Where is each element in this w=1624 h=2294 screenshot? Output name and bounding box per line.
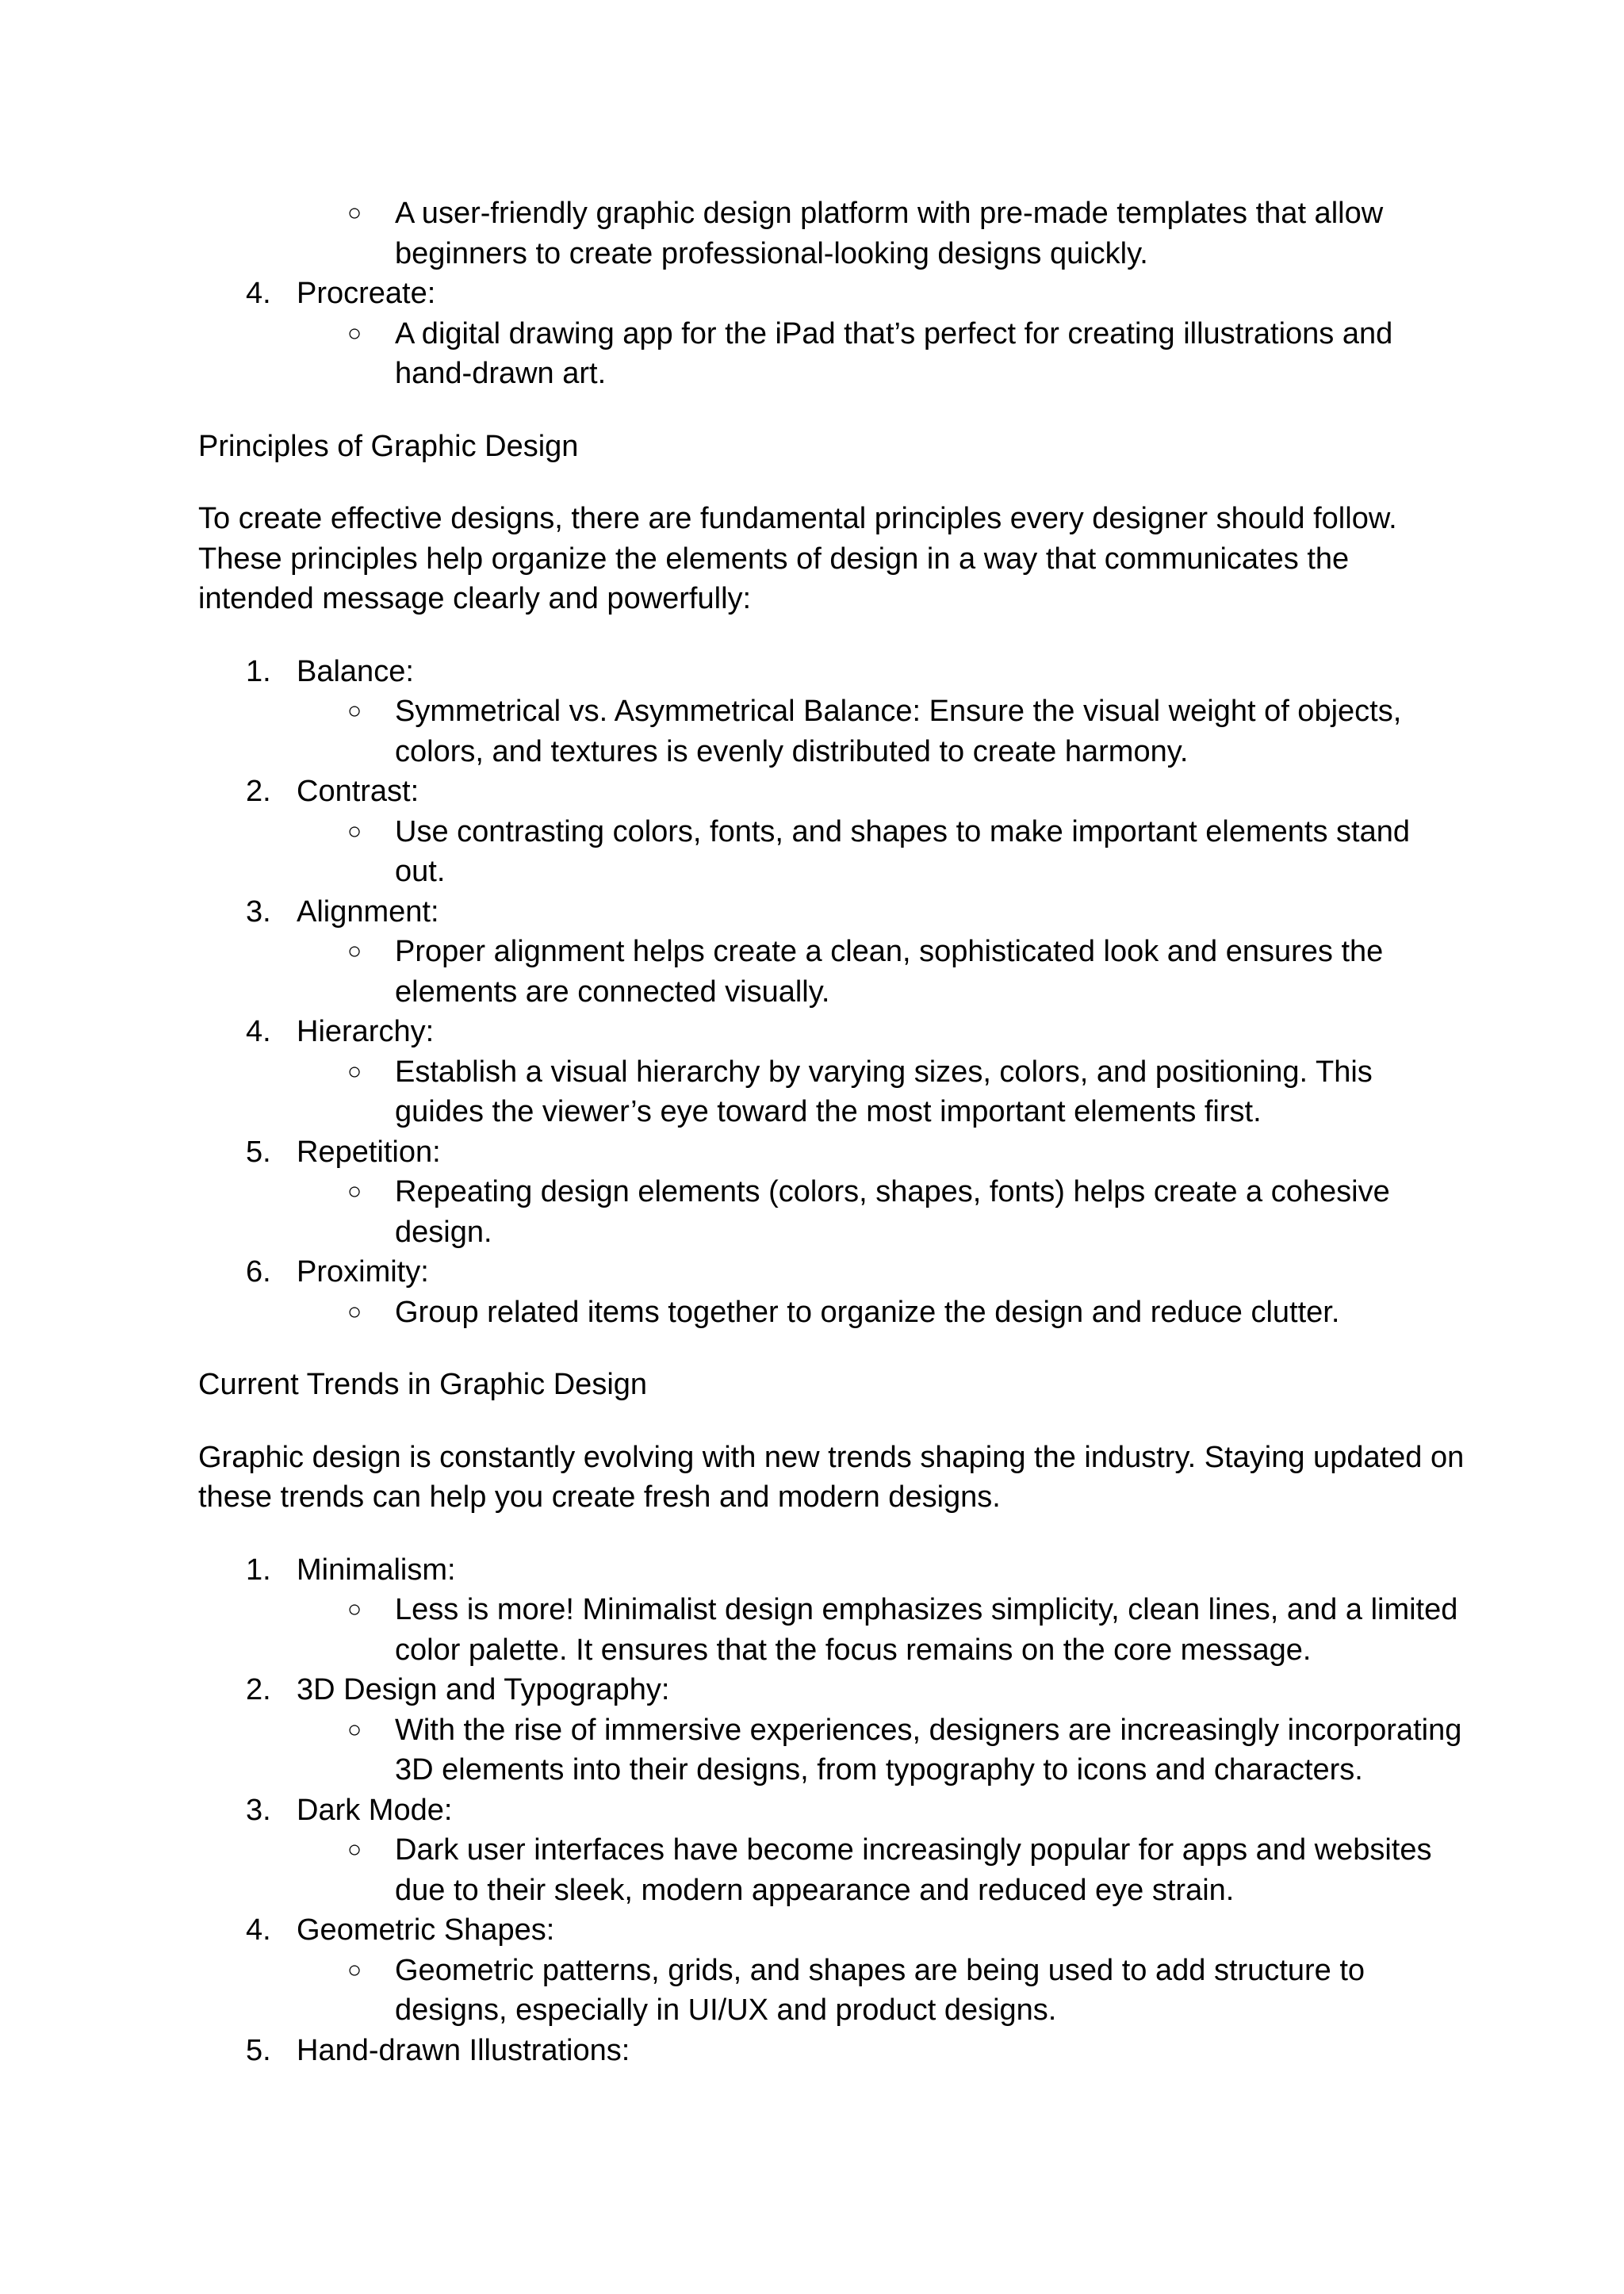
- list-item: [198, 652, 1467, 772]
- bullet-text: Less is more! Minimalist design emphasizes simplicity, clean lines, and a limited color palette. It ensures that the focus remains on the core message.: [395, 1593, 1458, 1667]
- list-item-label: Balance:: [297, 654, 414, 688]
- sub-bullet-list: [297, 1172, 1467, 1252]
- sub-bullet-list: [297, 691, 1467, 772]
- hollow-bullet-icon: ○: [347, 1836, 362, 1863]
- list-item: [198, 193, 1467, 274]
- list-item: [198, 892, 1467, 1013]
- list-number: 3.: [246, 1793, 271, 1827]
- continuation-numbered-list: [198, 274, 1467, 394]
- list-number: 2.: [246, 775, 271, 808]
- list-item: [198, 1132, 1467, 1253]
- continuation-bullet-list: [198, 193, 1467, 274]
- sub-bullet-list: [297, 1052, 1467, 1132]
- list-number: 1.: [246, 654, 271, 688]
- document-body: [198, 193, 1467, 2070]
- hollow-bullet-icon: ○: [347, 1716, 362, 1743]
- list-item: [198, 812, 1467, 892]
- bullet-text: A digital drawing app for the iPad that’s perfect for creating illustrations and hand-drawn art.: [395, 316, 1393, 390]
- bullet-text: Use contrasting colors, fonts, and shapes to make important elements stand out.: [395, 814, 1410, 888]
- list-number: 4.: [246, 1913, 271, 1947]
- sub-bullet-list: [297, 1951, 1467, 2031]
- list-item-label: Minimalism:: [297, 1553, 456, 1587]
- list-item-label: Contrast:: [297, 775, 419, 808]
- bullet-text: Establish a visual hierarchy by varying sizes, colors, and positioning. This guides the viewer’s eye toward the most important elements first.: [395, 1055, 1373, 1128]
- list-number: 2.: [246, 1673, 271, 1706]
- list-item: [198, 1052, 1467, 1132]
- list-number: 3.: [246, 894, 271, 929]
- list-item-label: Geometric Shapes:: [297, 1913, 555, 1947]
- bullet-text: Geometric patterns, grids, and shapes are being used to add structure to designs, especially in UI/UX and product designs.: [395, 1953, 1365, 2027]
- list-item-label: Hierarchy:: [297, 1015, 435, 1048]
- list-item: [198, 1012, 1467, 1132]
- principles-numbered-list: [198, 652, 1467, 1333]
- list-item-label: Hand-drawn Illustrations:: [297, 2033, 630, 2067]
- list-item-label: 3D Design and Typography:: [297, 1673, 670, 1706]
- hollow-bullet-icon: ○: [347, 938, 362, 964]
- list-item: [198, 691, 1467, 772]
- list-item: [198, 274, 1467, 394]
- sub-bullet-list: [297, 1293, 1467, 1333]
- list-item: [198, 1172, 1467, 1252]
- hollow-bullet-icon: ○: [347, 1956, 362, 1983]
- bullet-text: A user-friendly graphic design platform with pre-made templates that allow beginners to create professional-looking designs quickly.: [395, 197, 1384, 270]
- hollow-bullet-icon: ○: [347, 1058, 362, 1085]
- list-number: 5.: [246, 1135, 271, 1169]
- hollow-bullet-icon: ○: [347, 200, 362, 226]
- bullet-text: Group related items together to organize the design and reduce clutter.: [395, 1295, 1340, 1329]
- list-item: [198, 2031, 1467, 2071]
- list-number: 4.: [246, 277, 271, 310]
- list-item: [198, 1252, 1467, 1332]
- list-item: [198, 1670, 1467, 1790]
- list-item-label: Procreate:: [297, 277, 436, 310]
- bullet-text: Symmetrical vs. Asymmetrical Balance: Ensure the visual weight of objects, colors, and textures is evenly distributed to create harmony.: [395, 695, 1402, 768]
- list-item-label: Alignment:: [297, 894, 439, 929]
- list-item: [198, 772, 1467, 892]
- list-item: [198, 314, 1467, 394]
- hollow-bullet-icon: ○: [347, 1298, 362, 1325]
- list-number: 4.: [246, 1015, 271, 1048]
- list-item-label: Repetition:: [297, 1135, 441, 1169]
- hollow-bullet-icon: ○: [347, 818, 362, 844]
- trends-numbered-list: [198, 1550, 1467, 2071]
- sub-bullet-list: [297, 314, 1467, 394]
- sub-bullet-list: [297, 812, 1467, 892]
- list-item: [198, 932, 1467, 1012]
- section-heading-principles: Principles of Graphic Design: [198, 429, 579, 463]
- sub-bullet-list: [297, 1590, 1467, 1670]
- list-item: [198, 1830, 1467, 1910]
- hollow-bullet-icon: ○: [347, 320, 362, 347]
- list-item: [198, 1910, 1467, 2031]
- bullet-text: With the rise of immersive experiences, designers are increasingly incorporating 3D elements into their designs, from typography to icons and characters.: [395, 1713, 1462, 1787]
- section-intro-trends: Graphic design is constantly evolving with new trends shaping the industry. Staying updated on these trends can help you create fresh and modern designs.: [198, 1440, 1465, 1514]
- sub-bullet-list: [297, 1830, 1467, 1910]
- sub-bullet-list: [297, 1710, 1467, 1790]
- list-number: 1.: [246, 1553, 271, 1587]
- hollow-bullet-icon: ○: [347, 1596, 362, 1622]
- list-item: [198, 1951, 1467, 2031]
- list-number: 6.: [246, 1255, 271, 1289]
- list-item: [198, 1293, 1467, 1333]
- section-heading-trends: Current Trends in Graphic Design: [198, 1368, 648, 1401]
- list-item: [198, 1790, 1467, 1911]
- section-intro-principles: To create effective designs, there are fundamental principles every designer should follow. These principles help organize the elements of design in a way that communicates the intended message clearly and powerfully:: [198, 502, 1397, 615]
- sub-bullet-list: [297, 932, 1467, 1012]
- hollow-bullet-icon: ○: [347, 698, 362, 724]
- list-item-label: Dark Mode:: [297, 1793, 453, 1827]
- list-item-label: Proximity:: [297, 1255, 429, 1289]
- list-item: [198, 1550, 1467, 1671]
- bullet-text: Repeating design elements (colors, shapes, fonts) helps create a cohesive design.: [395, 1175, 1390, 1249]
- list-item: [198, 1710, 1467, 1790]
- list-item: [198, 1590, 1467, 1670]
- list-number: 5.: [246, 2033, 271, 2067]
- bullet-text: Dark user interfaces have become increasingly popular for apps and websites due to their sleek, modern appearance and reduced eye strain.: [395, 1833, 1432, 1907]
- bullet-text: Proper alignment helps create a clean, sophisticated look and ensures the elements are connected visually.: [395, 935, 1384, 1009]
- hollow-bullet-icon: ○: [347, 1178, 362, 1204]
